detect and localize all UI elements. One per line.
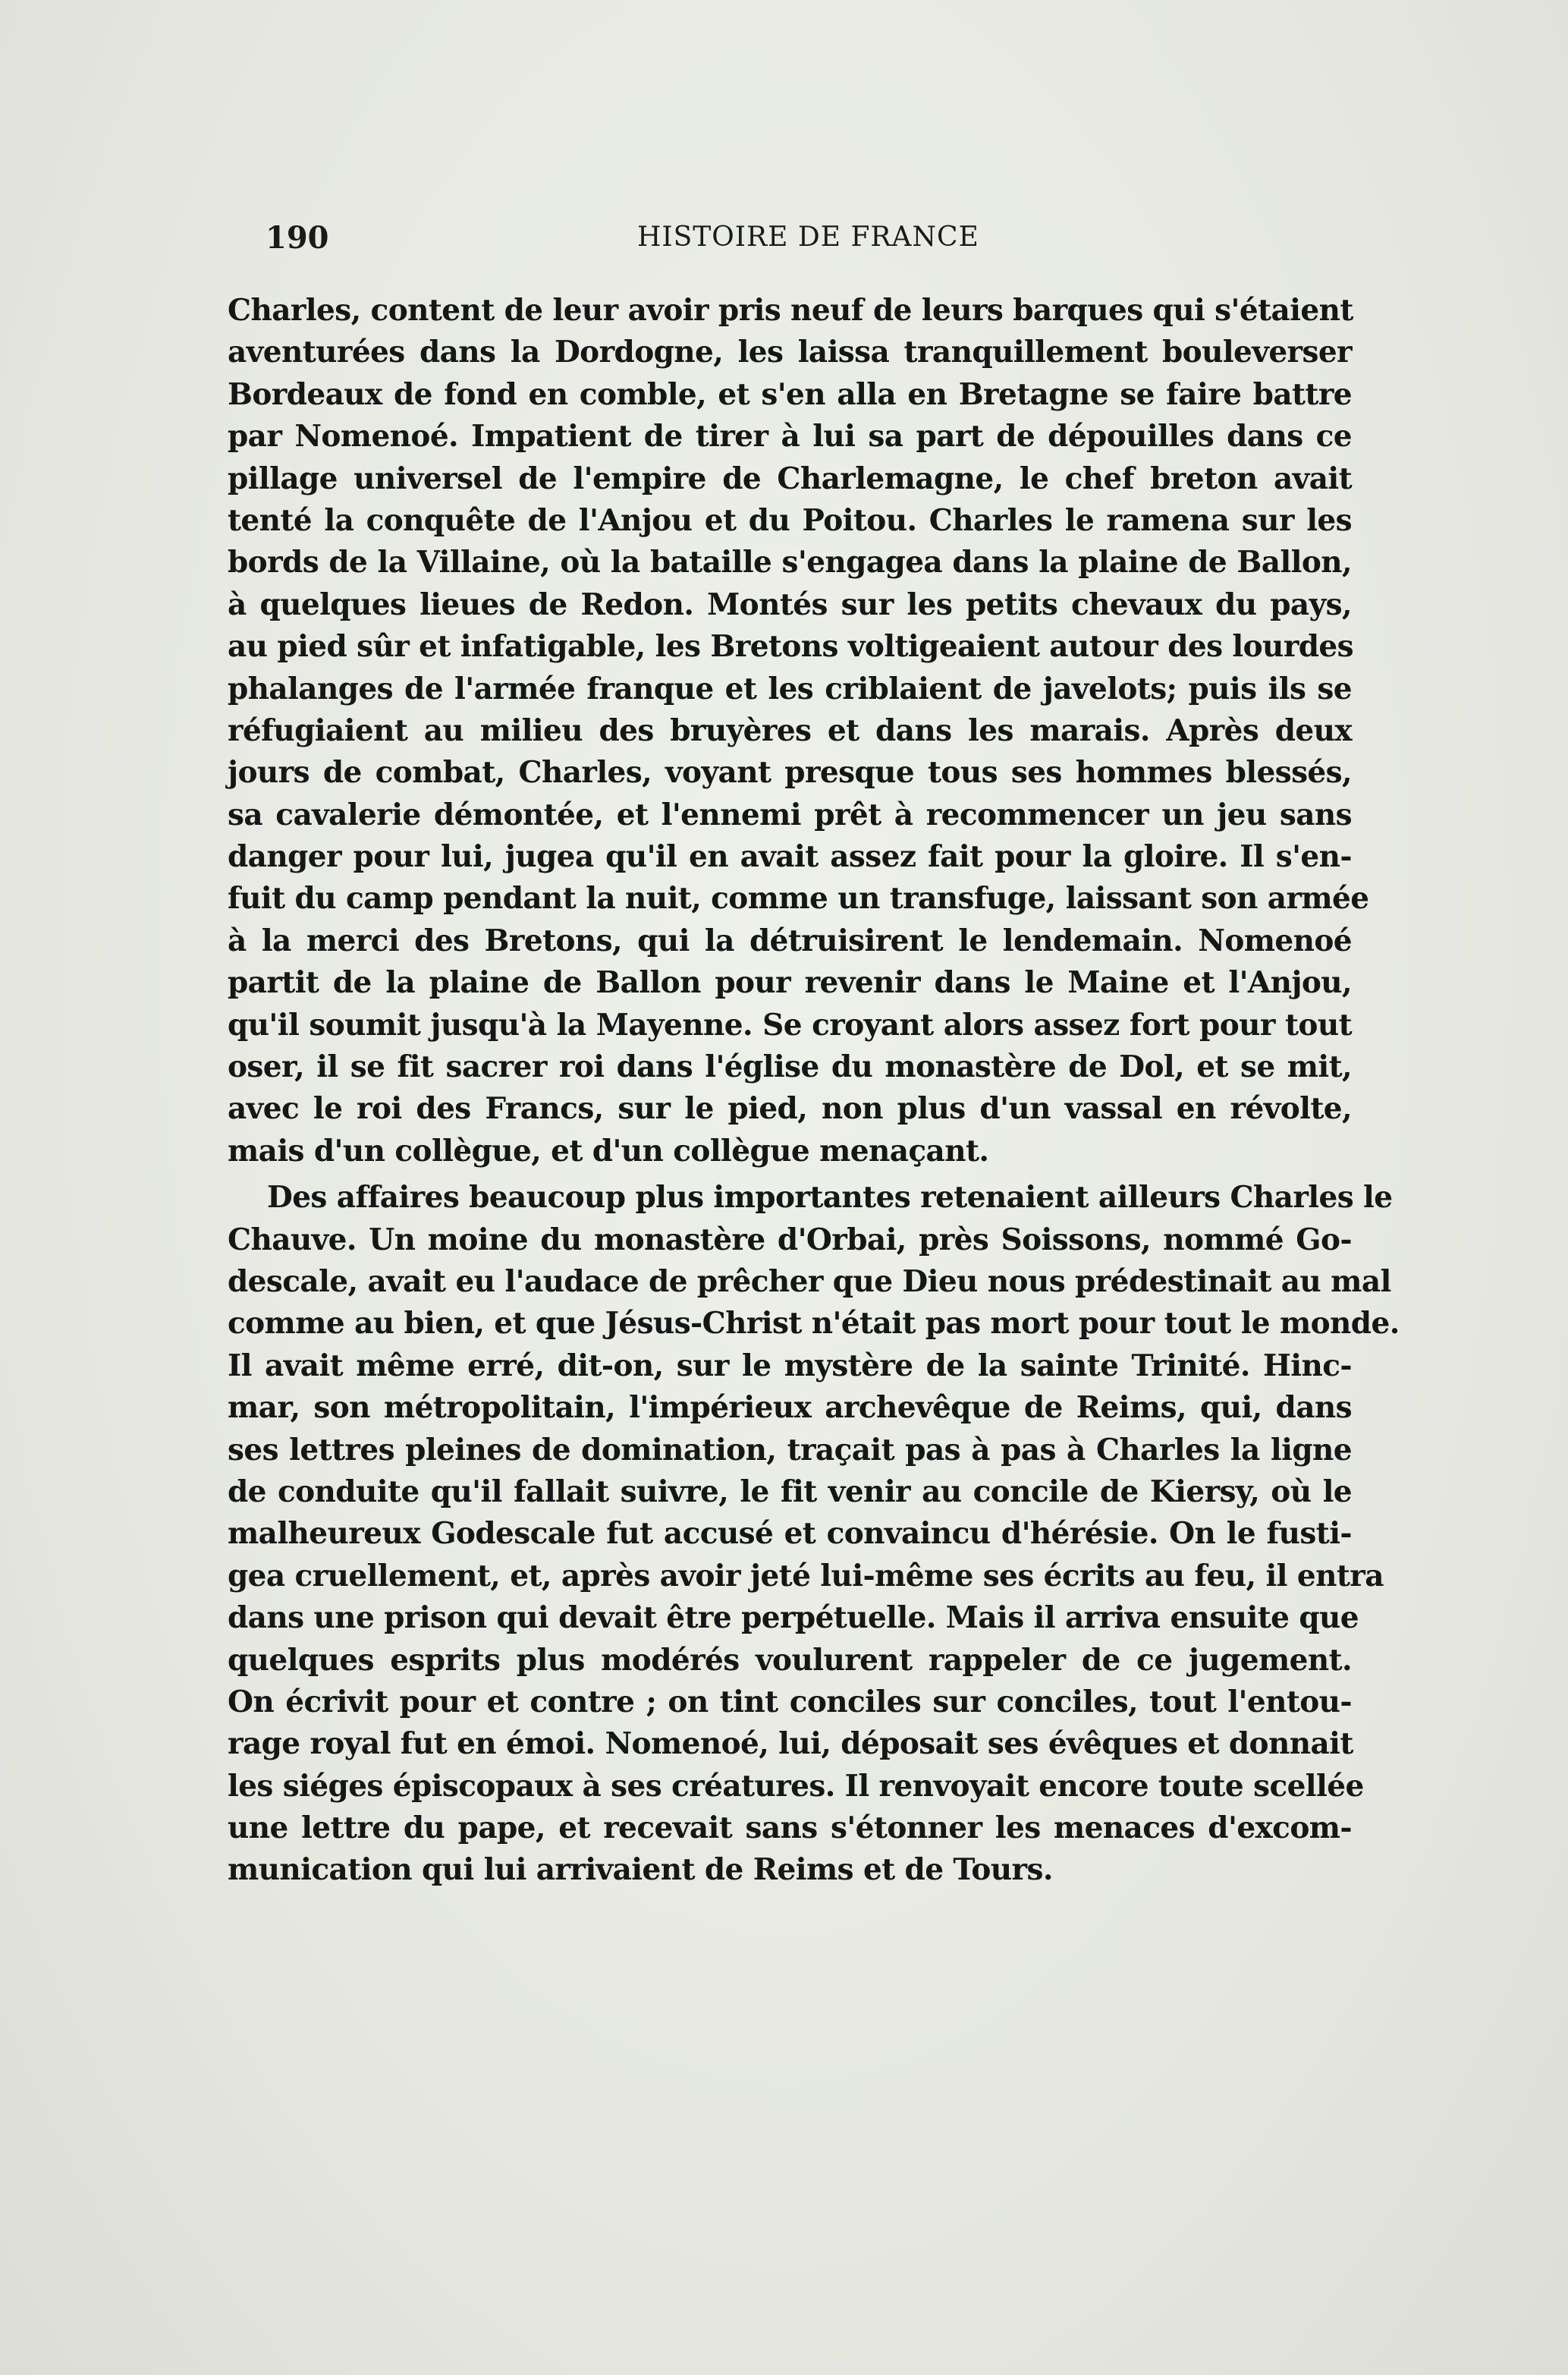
text-line: Bordeaux de fond en comble, et s'en alla en Bretagne se faire battre: [228, 376, 1352, 412]
page-header: [266, 220, 986, 266]
text-line: les siéges épiscopaux à ses créatures. Il renvoyait encore toute scellée: [228, 1768, 1364, 1804]
text-line: une lettre du pape, et recevait sans s'étonner les menaces d'excom-: [228, 1810, 1352, 1846]
text-line: réfugiaient au milieu des bruyères et dans les marais. Après deux: [228, 712, 1352, 748]
text-line: quelques esprits plus modérés voulurent rappeler de ce jugement.: [228, 1642, 1352, 1678]
text-line: jours de combat, Charles, voyant presque tous ses hommes blessés,: [228, 755, 1352, 791]
text-line: qu'il soumit jusqu'à la Mayenne. Se croyant alors assez fort pour tout: [228, 1007, 1352, 1043]
text-line: pillage universel de l'empire de Charlemagne, le chef breton avait: [228, 461, 1352, 496]
running-head: HISTOIRE DE FRANCE: [637, 222, 979, 253]
text-line: rage royal fut en émoi. Nomenoé, lui, déposait ses évêques et donnait: [228, 1726, 1353, 1762]
text-line: munication qui lui arrivaient de Reims et de Tours.: [228, 1852, 1053, 1888]
text-line: dans une prison qui devait être perpétuelle. Mais il arriva ensuite que: [228, 1600, 1359, 1636]
text-line: Charles, content de leur avoir pris neuf de leurs barques qui s'étaient: [228, 293, 1353, 328]
text-line: gea cruellement, et, après avoir jeté lui-même ses écrits au feu, il entra: [228, 1558, 1384, 1593]
text-line: fuit du camp pendant la nuit, comme un transfuge, laissant son armée: [228, 881, 1369, 917]
body-text: [228, 290, 1400, 1892]
text-line: Il avait même erré, dit-on, sur le mystère de la sainte Trinité. Hinc-: [228, 1348, 1352, 1383]
text-line: à quelques lieues de Redon. Montés sur les petits chevaux du pays,: [228, 587, 1352, 622]
text-line: bords de la Villaine, où la bataille s'engagea dans la plaine de Ballon,: [228, 545, 1352, 580]
text-line: sa cavalerie démontée, et l'ennemi prêt à recommencer un jeu sans: [228, 797, 1352, 832]
text-line: partit de la plaine de Ballon pour revenir dans le Maine et l'Anjou,: [228, 965, 1352, 1001]
text-line: descale, avait eu l'audace de prêcher que Dieu nous prédestinait au mal: [228, 1263, 1391, 1299]
page-number: 190: [266, 220, 329, 256]
text-line: aventurées dans la Dordogne, les laissa tranquillement bouleverser: [228, 335, 1352, 370]
text-line: au pied sûr et infatigable, les Bretons voltigeaient autour des lourdes: [228, 629, 1353, 665]
text-line: par Nomenoé. Impatient de tirer à lui sa part de dépouilles dans ce: [228, 419, 1352, 455]
text-line: tenté la conquête de l'Anjou et du Poitou. Charles le ramena sur les: [228, 502, 1352, 538]
text-line: danger pour lui, jugea qu'il en avait assez fait pour la gloire. Il s'en-: [228, 839, 1352, 875]
text-line: oser, il se fit sacrer roi dans l'église du monastère de Dol, et se mit,: [228, 1049, 1352, 1085]
text-line: avec le roi des Francs, sur le pied, non plus d'un vassal en révolte,: [228, 1091, 1352, 1127]
text-line: à la merci des Bretons, qui la détruisirent le lendemain. Nomenoé: [228, 923, 1352, 958]
text-line: ses lettres pleines de domination, traçait pas à pas à Charles la ligne: [228, 1432, 1352, 1467]
text-line: malheureux Godescale fut accusé et convaincu d'hérésie. On le fusti-: [228, 1516, 1352, 1552]
text-line: de conduite qu'il fallait suivre, le fit venir au concile de Kiersy, où le: [228, 1474, 1352, 1509]
text-line: mais d'un collègue, et d'un collègue menaçant.: [228, 1133, 989, 1169]
text-line: mar, son métropolitain, l'impérieux archevêque de Reims, qui, dans: [228, 1390, 1352, 1426]
text-line: On écrivit pour et contre ; on tint conciles sur conciles, tout l'entou-: [228, 1684, 1352, 1719]
text-line: Chauve. Un moine du monastère d'Orbai, près Soissons, nommé Go-: [228, 1222, 1352, 1257]
paragraph-1: [228, 290, 1369, 1172]
paragraph-2: [228, 1177, 1400, 1892]
text-line: Des affaires beaucoup plus importantes retenaient ailleurs Charles le: [267, 1180, 1393, 1216]
text-line: phalanges de l'armée franque et les criblaient de javelots; puis ils se: [228, 671, 1352, 706]
text-line: comme au bien, et que Jésus-Christ n'était pas mort pour tout le monde.: [228, 1306, 1400, 1342]
